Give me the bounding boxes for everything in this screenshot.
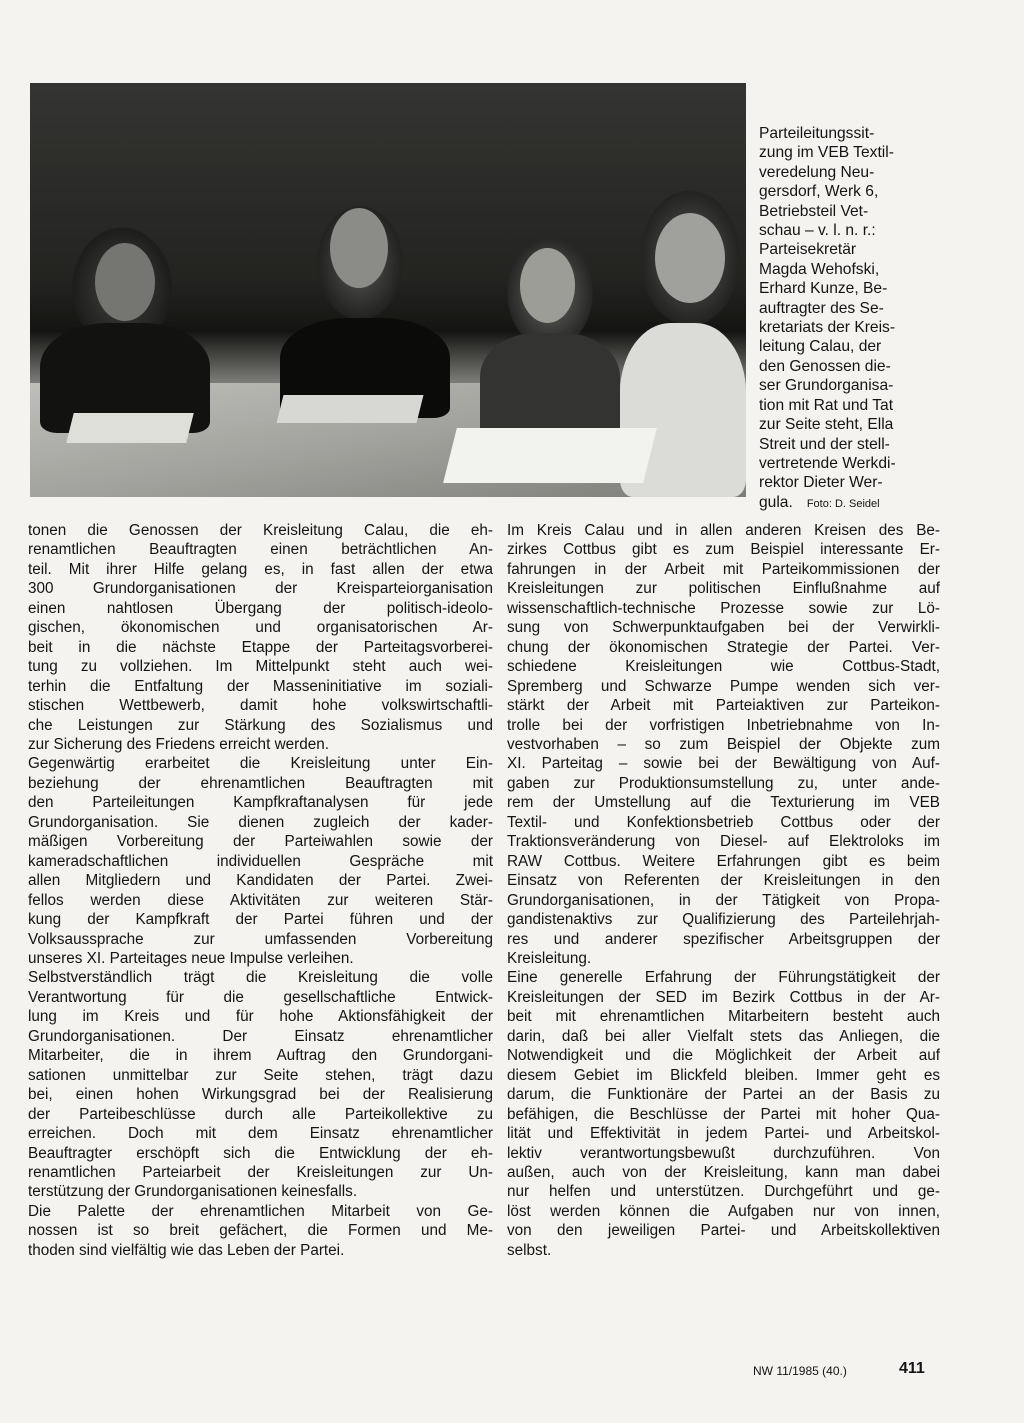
caption-line: ser Grundorganisa- <box>759 377 894 395</box>
article-line: che Leistungen zur Stärkung des Sozialismus und <box>28 716 493 734</box>
photo-face-4 <box>655 213 725 303</box>
article-line: trolle bei der vorfristigen Inbetriebnahme von In- <box>507 716 940 734</box>
article-line: unseres XI. Parteitages neue Impulse verleihen. <box>28 949 354 967</box>
article-line: rem der Umstellung auf die Texturierung im VEB <box>507 794 940 812</box>
caption-line: zung im VEB Textil- <box>759 144 894 162</box>
caption-line: tion mit Rat und Tat <box>759 396 894 414</box>
article-line: Grundorganisationen, in der Tätigkeit von Propa- <box>507 891 940 909</box>
caption-line: schau – v. l. n. r.: <box>759 222 876 240</box>
photo-paper-3 <box>277 395 424 423</box>
article-line: stischen Wettbewerb, damit hohe volkswirtschaftli- <box>28 697 493 715</box>
article-line: einen nahtlosen Übergang der politisch-ideolo- <box>28 599 493 617</box>
article-line: terhin die Entfaltung der Masseninitiative im soziali- <box>28 677 493 695</box>
article-line: lektiv verantwortungsbewußt durchzuführen. Von <box>507 1144 940 1162</box>
article-line: renamtlichen Beauftragten einen beträchtlichen An- <box>28 541 493 559</box>
article-line: gischen, ökonomischen und organisatorischen Ar- <box>28 619 493 637</box>
article-line: Mitarbeiter, die in ihrem Auftrag den Grundorgani- <box>28 1047 493 1065</box>
article-line: kameradschaftlichen individuellen Gespräche mit <box>28 852 493 870</box>
article-line: allen Mitgliedern und Kandidaten der Partei. Zwei- <box>28 872 493 890</box>
article-line: Grundorganisationen. Der Einsatz ehrenamtlicher <box>28 1027 493 1045</box>
article-line: Kreisleitungen zur politischen Einflußnahme auf <box>507 580 940 598</box>
article-line: Kreisleitung. <box>507 949 592 967</box>
caption-line: Streit und der stell- <box>759 435 890 453</box>
article-line: beit mit ehrenamtlichen Mitarbeitern besteht auch <box>507 1008 940 1026</box>
page-number: 411 <box>899 1360 925 1377</box>
article-line: mäßigen Vorbereitung der Parteiwahlen sowie der <box>28 833 493 851</box>
caption-line: gersdorf, Werk 6, <box>759 183 879 201</box>
article-line: kung der Kampfkraft der Partei führen und der <box>28 911 493 929</box>
photo-face-1 <box>95 243 155 321</box>
caption-line: auftragter des Se- <box>759 299 884 317</box>
article-line: stärkt der Arbeit mit Parteiaktiven zur Parteikon- <box>507 697 940 715</box>
article-line: darum, die Funktionäre der Partei an der Basis zu <box>507 1086 940 1104</box>
caption-line: leitung Calau, der <box>759 338 882 356</box>
article-line: thoden sind vielfältig wie das Leben der Partei. <box>28 1241 345 1259</box>
article-line: Selbstverständlich trägt die Kreisleitung die volle <box>28 969 493 987</box>
photo-face-2 <box>330 208 388 288</box>
article-line: Textil- und Konfektionsbetrieb Cottbus oder der <box>507 813 940 831</box>
caption-line: Erhard Kunze, Be- <box>759 280 888 298</box>
photo-credit: Foto: D. Seidel <box>806 497 880 510</box>
article-line: Eine generelle Erfahrung der Führungstätigkeit der <box>507 969 940 987</box>
article-line: von den jeweiligen Partei- und Arbeitskollektiven <box>507 1222 940 1240</box>
photo-paper-2 <box>66 413 193 443</box>
article-line: terstützung der Grundorganisationen keinesfalls. <box>28 1183 358 1201</box>
article-line: Grundorganisation. Sie dienen zugleich der kader- <box>28 813 493 831</box>
caption-line: vertretende Werkdi- <box>759 454 896 472</box>
caption-line: Parteisekretär <box>759 241 857 259</box>
article-line: beziehung der ehrenamtlichen Beauftragten mit <box>28 774 493 792</box>
article-line: tonen die Genossen der Kreisleitung Calau, die eh- <box>28 522 493 539</box>
article-line: Notwendigkeit und die Möglichkeit der Arbeit auf <box>507 1047 940 1065</box>
article-line: teil. Mit ihrer Hilfe gelang es, in fast allen der etwa <box>28 560 493 578</box>
article-column-right <box>507 521 940 1260</box>
article-line: Die Palette der ehrenamtlichen Mitarbeit von Ge- <box>28 1202 493 1220</box>
caption-line-text: gula. <box>759 493 793 511</box>
article-line: Volksaussprache zur umfassenden Vorbereitung <box>28 930 493 948</box>
article-line: gandistenaktivs zur Qualifizierung des Parteilehrjah- <box>507 911 940 929</box>
article-line: befähigen, die Beschlüsse der Partei mit hoher Qua- <box>507 1105 940 1123</box>
caption-line: zur Seite steht, Ella <box>759 416 894 434</box>
article-line: der Parteibeschlüsse durch alle Parteikollektive zu <box>28 1105 493 1123</box>
article-line: 300 Grundorganisationen der Kreisparteiorganisation <box>28 580 493 598</box>
issue-reference: NW 11/1985 (40.) <box>753 1364 847 1378</box>
caption-line: Betriebsteil Vet- <box>759 202 869 220</box>
article-line: zur Sicherung des Friedens erreicht werden. <box>28 735 329 753</box>
caption-line: Parteileitungssit- <box>759 125 875 142</box>
article-line: Gegenwärtig erarbeitet die Kreisleitung unter Ein- <box>28 755 493 773</box>
article-line: bei, einen hohen Wirkungsgrad bei der Realisierung <box>28 1086 493 1104</box>
article-line: sationen unmittelbar zur Seite stehen, trägt dazu <box>28 1066 493 1084</box>
article-line: Einsatz von Referenten der Kreisleitungen in den <box>507 872 940 890</box>
caption-line: kretariats der Kreis- <box>759 319 896 337</box>
article-line: lität und Effektivität in jedem Partei- und Arbeitskol- <box>507 1125 940 1143</box>
article-line: Verantwortung für die gesellschaftliche Entwick- <box>28 988 493 1006</box>
caption-line: Magda Wehofski, <box>759 260 880 278</box>
article-line: fellos werden diese Aktivitäten zur weiteren Stär- <box>28 891 493 909</box>
article-line: zirkes Cottbus gibt es zum Beispiel interessante Er- <box>507 541 940 559</box>
article-line: Beauftragter erschöpft sich die Entwicklung der eh- <box>28 1144 493 1162</box>
article-line: sung von Schwerpunktaufgaben bei der Verwirkli- <box>507 619 940 637</box>
article-line: Kreisleitungen der SED im Bezirk Cottbus in der Ar- <box>507 988 940 1006</box>
article-line: löst werden können die Aufgaben nur von innen, <box>507 1202 940 1220</box>
article-line: erreichen. Doch mit dem Einsatz ehrenamtlicher <box>28 1125 493 1143</box>
article-line: beit in die nächste Etappe der Parteitagsvorberei- <box>28 638 493 656</box>
article-line: RAW Cottbus. Weitere Erfahrungen gibt es beim <box>507 852 940 870</box>
article-line: außen, auch von der Kreisleitung, kann man dabei <box>507 1163 940 1181</box>
meeting-photo <box>30 83 746 497</box>
article-line: selbst. <box>507 1241 552 1259</box>
article-line: Im Kreis Calau und in allen anderen Kreisen des Be- <box>507 522 940 539</box>
photo-paper-1 <box>443 428 657 483</box>
article-line: Traktionsveränderung von Diesel- auf Elektroloks im <box>507 833 940 851</box>
article-line: schiedene Kreisleitungen wie Cottbus-Stadt, <box>507 658 940 676</box>
article-line: chung der ökonomischen Strategie der Partei. Ver- <box>507 638 940 656</box>
article-line: darin, daß bei aller Vielfalt stets das Anliegen, die <box>507 1027 940 1045</box>
caption-line <box>759 493 939 514</box>
article-line: diesem Gebiet im Blickfeld bleiben. Immer geht es <box>507 1066 940 1084</box>
caption-line: den Genossen die- <box>759 357 891 375</box>
article-line: res und anderer spezifischer Arbeitsgruppen der <box>507 930 940 948</box>
caption-line: veredelung Neu- <box>759 163 875 181</box>
photo-person-3 <box>480 333 620 443</box>
article-line: gaben zur Produktionsumstellung zu, unter ande- <box>507 774 940 792</box>
article-line: fahrungen in der Arbeit mit Parteikommissionen der <box>507 560 940 578</box>
article-line: nur helfen und unterstützen. Durchgeführt und ge- <box>507 1183 940 1201</box>
article-line: XI. Parteitag – sowie bei der Bewältigung von Auf- <box>507 755 940 773</box>
photo-caption <box>759 124 939 514</box>
article-line: nossen ist so breit gefächert, die Formen und Me- <box>28 1222 493 1240</box>
caption-line: rektor Dieter Wer- <box>759 474 883 492</box>
article-line: den Parteileitungen Kampfkraftanalysen für jede <box>28 794 493 812</box>
article-column-left <box>28 521 493 1260</box>
photo-face-3 <box>520 248 575 323</box>
article-line: lung im Kreis und für hohe Aktionsfähigkeit der <box>28 1008 493 1026</box>
article-line: tung zu vollziehen. Im Mittelpunkt steht auch wei- <box>28 658 493 676</box>
article-line: vestvorhaben – so zum Beispiel der Objekte zum <box>507 735 940 753</box>
article-line: wissenschaftlich-technische Prozesse sowie zur Lö- <box>507 599 940 617</box>
article-line: Spremberg und Schwarze Pumpe wenden sich ver- <box>507 677 940 695</box>
article-line: renamtlichen Parteiarbeit der Kreisleitungen zur Un- <box>28 1163 493 1181</box>
